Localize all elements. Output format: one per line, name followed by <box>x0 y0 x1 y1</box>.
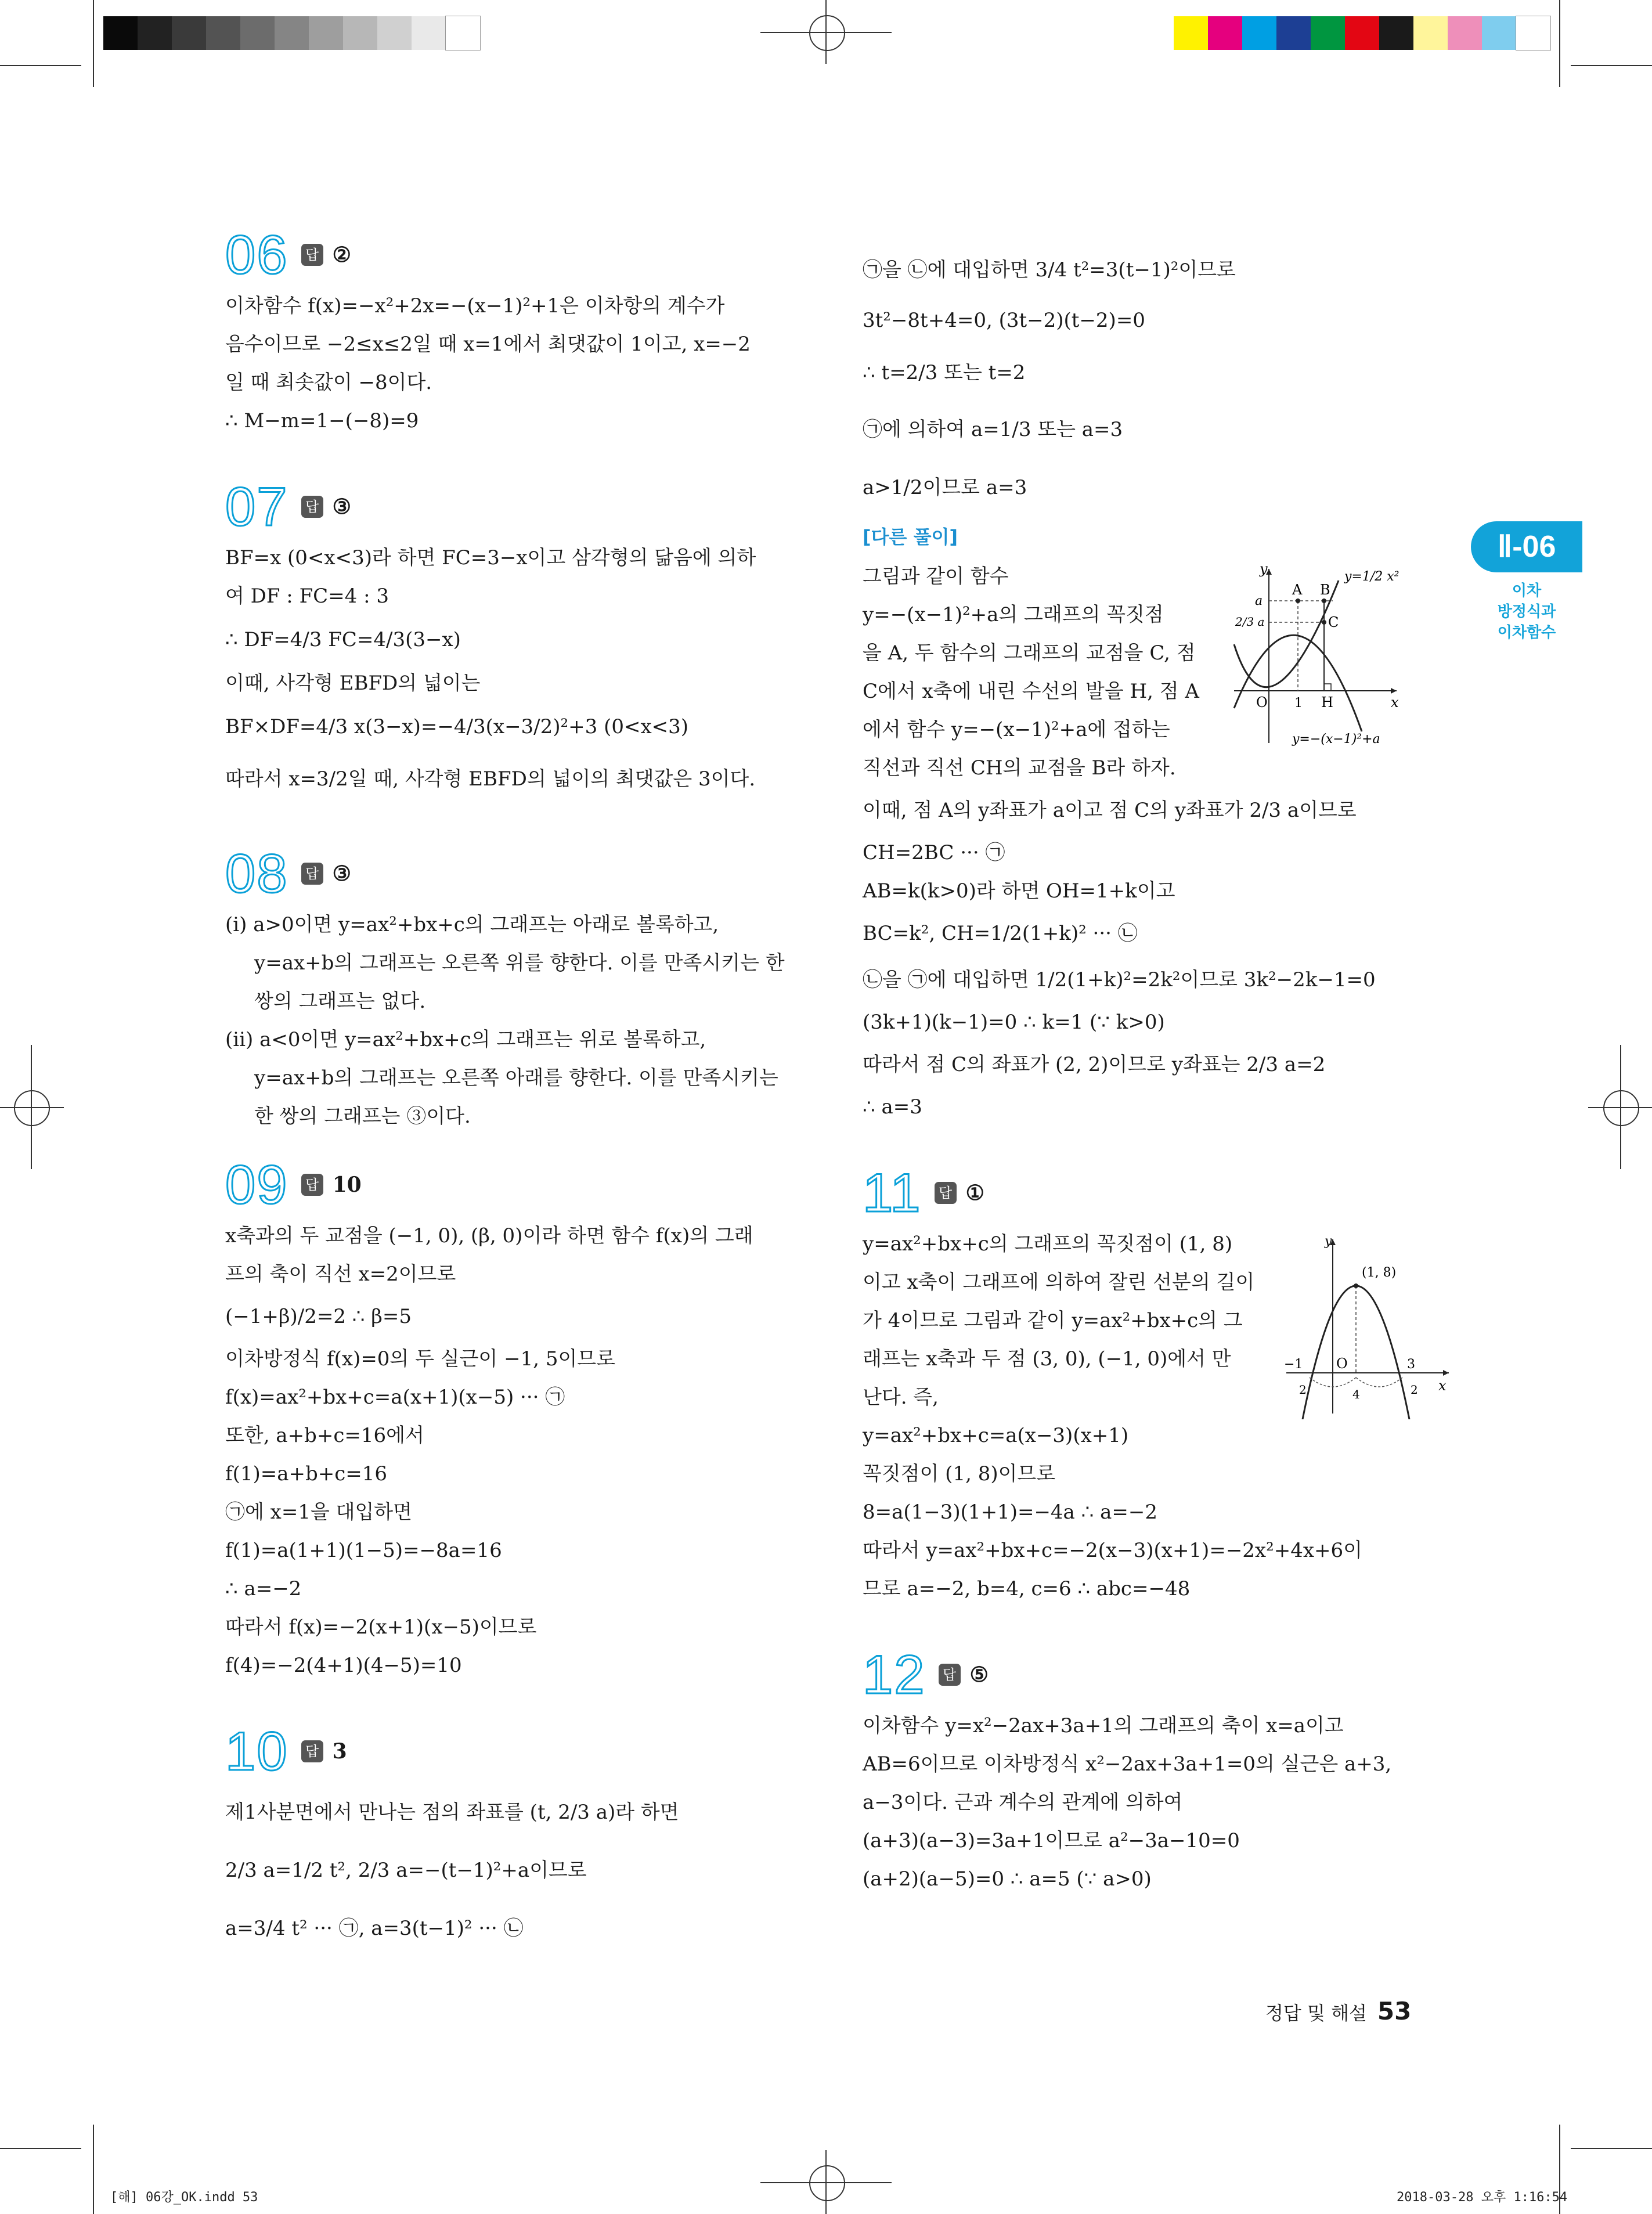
curve-label-lower: y=−(x−1)²+a <box>1292 732 1380 747</box>
solution-line: BC=k², CH=1/2(1+k)² ··· ㉡ <box>863 922 1138 945</box>
solution-line: 가 4이므로 그림과 같이 y=ax²+bx+c의 그 <box>863 1309 1243 1332</box>
vertex-label: (1, 8) <box>1362 1265 1397 1280</box>
answer-badge: 답 <box>301 496 323 518</box>
gray-swatch <box>103 16 138 50</box>
right-angle-mark <box>1324 684 1331 691</box>
solution-line: a>1/2이므로 a=3 <box>863 476 1027 499</box>
label-two-thirds-a: 2/3 a <box>1235 615 1265 629</box>
solution-line: AB=k(k>0)라 하면 OH=1+k이고 <box>863 879 1175 903</box>
gray-swatch <box>377 16 412 50</box>
color-swatch <box>1448 16 1482 50</box>
solution-line: a=3/4 t² ··· ㉠, a=3(t−1)² ··· ㉡ <box>225 1917 524 1940</box>
label-point-a: A <box>1292 582 1303 598</box>
answer-choice: 10 <box>332 1173 362 1197</box>
question-number: 08 <box>225 843 288 904</box>
page-footer <box>1265 1997 1411 2025</box>
solution-line: 따라서 f(x)=−2(x+1)(x−5)이므로 <box>225 1616 537 1639</box>
solution-line: 이차방정식 f(x)=0의 두 실근이 −1, 5이므로 <box>225 1347 615 1371</box>
x-axis-label: x <box>1391 694 1399 711</box>
gray-swatch <box>275 16 309 50</box>
solution-line: ㉡을 ㉠에 대입하면 1/2(1+k)²=2k²이므로 3k²−2k−1=0 <box>863 968 1376 991</box>
color-swatch <box>1482 16 1516 50</box>
gray-swatch <box>172 16 206 50</box>
answer-badge: 답 <box>939 1664 961 1686</box>
solution-line: 일 때 최솟값이 −8이다. <box>225 371 432 394</box>
question-number: 10 <box>225 1721 288 1782</box>
point-c <box>1322 620 1326 625</box>
question-number: 12 <box>863 1644 926 1705</box>
solution-12 <box>863 1643 1455 1898</box>
question-number: 11 <box>863 1162 922 1223</box>
slug-date: 2018-03-28 오후 1:16:54 <box>1397 2190 1568 2205</box>
solution-07 <box>225 475 811 807</box>
label-three: 3 <box>1407 1357 1415 1372</box>
answer-badge: 답 <box>301 1174 323 1196</box>
solution-line: 므로 a=−2, b=4, c=6 ∴ abc=−48 <box>863 1577 1191 1600</box>
label-minus-one: −1 <box>1284 1357 1303 1372</box>
label-two-left: 2 <box>1299 1383 1307 1397</box>
solution-line: ㉠에 의하여 a=1/3 또는 a=3 <box>863 418 1123 441</box>
parabola-vertex-graph <box>1281 1228 1455 1419</box>
span-arc-right <box>1356 1378 1402 1387</box>
answer-choice: ① <box>965 1181 984 1205</box>
solution-line: ∴ a=3 <box>863 1095 922 1119</box>
page-number: 53 <box>1377 1997 1412 2025</box>
question-number: 06 <box>225 224 288 285</box>
gray-swatch <box>206 16 240 50</box>
label-one: 1 <box>1294 696 1303 711</box>
solution-line: (ⅰ) a>0이면 y=ax²+bx+c의 그래프는 아래로 볼록하고, <box>225 913 719 936</box>
color-swatch <box>1379 16 1413 50</box>
label-origin: O <box>1256 694 1268 711</box>
y-axis-label: y <box>1325 1234 1332 1249</box>
solution-line: y=ax²+bx+c의 그래프의 꼭짓점이 (1, 8) <box>863 1232 1233 1256</box>
solution-line: y=−(x−1)²+a의 그래프의 꼭짓점 <box>863 603 1164 626</box>
color-swatch <box>1208 16 1242 50</box>
answer-badge: 답 <box>935 1182 957 1204</box>
solution-line: 쌍의 그래프는 없다. <box>254 990 426 1013</box>
answer-choice: ⑤ <box>969 1663 989 1687</box>
grayscale-color-bar <box>103 16 480 50</box>
point-a <box>1296 598 1300 603</box>
label-point-b: B <box>1320 582 1330 598</box>
y-axis-label: y <box>1260 561 1268 577</box>
solution-line: 이때, 사각형 EBFD의 넓이는 <box>225 672 481 695</box>
solution-line: y=ax+b의 그래프는 오른쪽 위를 향한다. 이를 만족시키는 한 <box>254 951 785 975</box>
color-swatch <box>1242 16 1276 50</box>
answer-choice: 3 <box>332 1739 347 1764</box>
solution-line: ∴ a=−2 <box>225 1577 302 1600</box>
solution-line: (−1+β)/2=2 ∴ β=5 <box>225 1305 412 1328</box>
solution-line: 래프는 x축과 두 점 (3, 0), (−1, 0)에서 만 <box>863 1347 1231 1371</box>
solution-line: 난다. 즉, <box>863 1386 939 1409</box>
label-origin: O <box>1336 1355 1348 1372</box>
solution-10 <box>225 1719 811 1957</box>
solution-line: BF=x (0<x<3)라 하면 FC=3−x이고 삼각형의 닮음에 의하 <box>225 546 756 569</box>
color-swatch <box>1311 16 1345 50</box>
solution-line: f(1)=a(1+1)(1−5)=−8a=16 <box>225 1539 502 1562</box>
solution-line: 이때, 점 A의 y좌표가 a이고 점 C의 y좌표가 2/3 a이므로 <box>863 799 1357 822</box>
gray-swatch <box>138 16 172 50</box>
solution-line: y=ax²+bx+c=a(x−3)(x+1) <box>863 1424 1129 1447</box>
alternative-solution <box>863 517 1455 1126</box>
solution-line: 한 쌍의 그래프는 ③이다. <box>254 1105 471 1128</box>
solution-line: f(4)=−2(4+1)(4−5)=10 <box>225 1654 462 1677</box>
solution-10-continued <box>863 244 1455 517</box>
color-swatch <box>1276 16 1311 50</box>
label-point-h: H <box>1321 694 1333 711</box>
right-column <box>863 244 1455 1898</box>
gray-swatch <box>343 16 377 50</box>
gray-swatch <box>240 16 275 50</box>
alt-solution-title: [다른 풀이] <box>863 526 958 548</box>
color-swatch <box>1413 16 1448 50</box>
solution-line: 이차함수 f(x)=−x²+2x=−(x−1)²+1은 이차항의 계수가 <box>225 294 725 318</box>
solution-line: (a+3)(a−3)=3a+1이므로 a²−3a−10=0 <box>863 1829 1240 1852</box>
color-swatch <box>1516 16 1550 50</box>
gray-swatch <box>309 16 343 50</box>
footer-label: 정답 및 해설 <box>1265 2002 1367 2024</box>
solution-line: x축과의 두 교점을 (−1, 0), (β, 0)이라 하면 함수 f(x)의 그래 <box>225 1224 753 1247</box>
solution-line: 따라서 x=3/2일 때, 사각형 EBFD의 넓이의 최댓값은 3이다. <box>225 767 756 791</box>
color-swatch <box>1174 16 1208 50</box>
solution-line: y=ax+b의 그래프는 오른쪽 아래를 향한다. 이를 만족시키는 <box>254 1066 778 1090</box>
solution-09 <box>225 1153 811 1685</box>
solution-line: 따라서 y=ax²+bx+c=−2(x−3)(x+1)=−2x²+4x+6이 <box>863 1539 1362 1562</box>
solution-line: 8=a(1−3)(1+1)=−4a ∴ a=−2 <box>863 1501 1157 1524</box>
question-number: 07 <box>225 476 288 537</box>
question-number: 09 <box>225 1154 288 1215</box>
solution-line: 따라서 점 C의 좌표가 (2, 2)이므로 y좌표는 2/3 a=2 <box>863 1053 1326 1076</box>
solution-line: 프의 축이 직선 x=2이므로 <box>225 1263 456 1286</box>
answer-badge: 답 <box>301 244 323 266</box>
solution-line: 여 DF : FC=4 : 3 <box>225 585 389 608</box>
solution-11 <box>863 1161 1455 1608</box>
curve-label-upper: y=1/2 x² <box>1344 569 1399 584</box>
solution-line: (a+2)(a−5)=0 ∴ a=5 (∵ a>0) <box>863 1867 1152 1891</box>
slug-file: [해] 06강_OK.indd 53 <box>110 2190 258 2205</box>
solution-line: 또한, a+b+c=16에서 <box>225 1424 424 1447</box>
solution-line: 제1사분면에서 만나는 점의 좌표를 (t, 2/3 a)라 하면 <box>225 1801 679 1824</box>
answer-badge: 답 <box>301 1740 323 1762</box>
answer-choice: ③ <box>332 861 351 886</box>
solution-line: f(x)=ax²+bx+c=a(x+1)(x−5) ··· ㉠ <box>225 1386 565 1409</box>
solution-line: (3k+1)(k−1)=0 ∴ k=1 (∵ k>0) <box>863 1011 1165 1034</box>
chapter-topic: 이차 방정식과 이차함수 <box>1497 582 1556 641</box>
point-b <box>1322 598 1326 603</box>
solution-line: AB=6이므로 이차방정식 x²−2ax+3a+1=0의 실근은 a+3, <box>863 1753 1392 1776</box>
solution-line: ∴ t=2/3 또는 t=2 <box>863 361 1026 384</box>
solution-line: (ⅱ) a<0이면 y=ax²+bx+c의 그래프는 위로 볼록하고, <box>225 1028 706 1051</box>
solution-line: CH=2BC ··· ㉠ <box>863 841 1005 864</box>
solution-line: 직선과 직선 CH의 교점을 B라 하자. <box>863 756 1176 780</box>
label-two-right: 2 <box>1411 1383 1418 1397</box>
solution-line: BF×DF=4/3 x(3−x)=−4/3(x−3/2)²+3 (0<x<3) <box>225 715 689 738</box>
answer-badge: 답 <box>301 863 323 885</box>
answer-choice: ② <box>332 243 351 267</box>
solution-line: 그림과 같이 함수 <box>863 565 1009 588</box>
left-column <box>225 223 811 1957</box>
gray-swatch <box>412 16 446 50</box>
label-a: a <box>1255 594 1263 608</box>
solution-line: a−3이다. 근과 계수의 관계에 의하여 <box>863 1791 1183 1814</box>
chapter-tab: Ⅱ-06 <box>1471 521 1582 572</box>
solution-06 <box>225 223 811 440</box>
solution-line: 음수이므로 −2≤x≤2일 때 x=1에서 최댓값이 1이고, x=−2 <box>225 333 751 356</box>
solution-line: f(1)=a+b+c=16 <box>225 1462 388 1485</box>
solution-line: 이고 x축이 그래프에 의하여 잘린 선분의 길이 <box>863 1271 1255 1294</box>
process-color-bar <box>1174 16 1550 50</box>
color-swatch <box>1345 16 1379 50</box>
x-axis-label: x <box>1438 1378 1447 1394</box>
answer-choice: ③ <box>332 495 351 519</box>
solution-line: ㉠에 x=1을 대입하면 <box>225 1501 412 1524</box>
solution-line: 에서 함수 y=−(x−1)²+a에 접하는 <box>863 718 1170 741</box>
solution-line: C에서 x축에 내린 수선의 발을 H, 점 A <box>863 680 1199 703</box>
solution-line: 3t²−8t+4=0, (3t−2)(t−2)=0 <box>863 309 1145 332</box>
solution-line: ㉠을 ㉡에 대입하면 3/4 t²=3(t−1)²이므로 <box>863 258 1236 282</box>
label-point-c: C <box>1328 614 1339 630</box>
solution-line: ∴ DF=4/3 FC=4/3(3−x) <box>225 628 461 651</box>
solution-08 <box>225 842 811 1135</box>
label-four: 4 <box>1352 1387 1360 1401</box>
solution-line: 꼭짓점이 (1, 8)이므로 <box>863 1462 1056 1485</box>
solution-line: 을 A, 두 함수의 그래프의 교점을 C, 점 <box>863 641 1196 665</box>
solution-line: ∴ M−m=1−(−8)=9 <box>225 409 419 432</box>
gray-swatch <box>446 16 480 50</box>
parabola-intersection-graph <box>1222 557 1455 749</box>
vertex-point <box>1354 1283 1358 1288</box>
solution-line: 2/3 a=1/2 t², 2/3 a=−(t−1)²+a이므로 <box>225 1859 587 1882</box>
solution-line: 이차함수 y=x²−2ax+3a+1의 그래프의 축이 x=a이고 <box>863 1714 1344 1737</box>
